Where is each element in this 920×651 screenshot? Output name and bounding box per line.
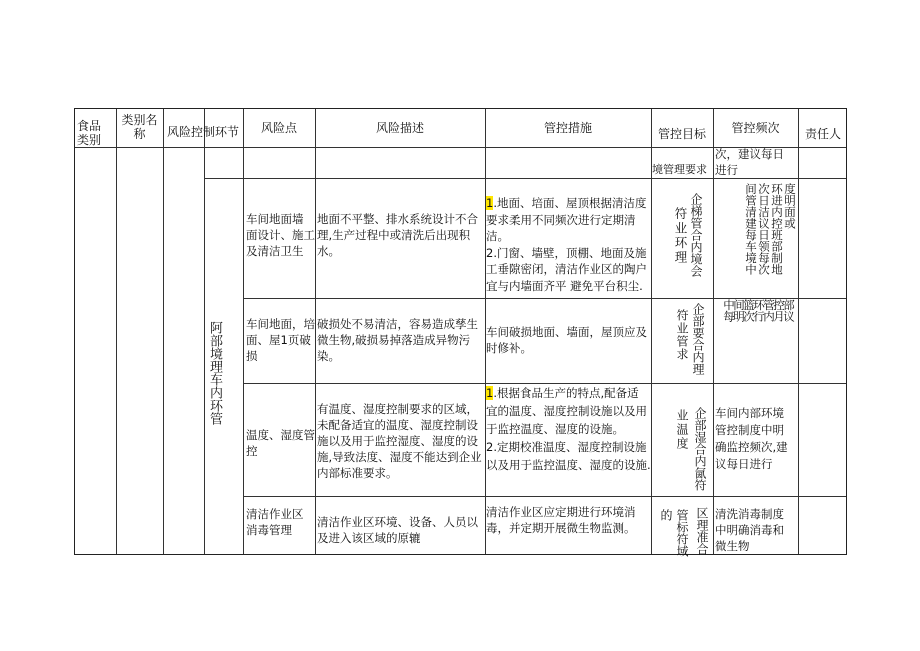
row2-highlight-mark: 1 [486, 196, 494, 210]
row5-goal-col-c: 区理准合 [695, 507, 709, 555]
row2-freq-col-3: 环进内控班部制地 [770, 183, 784, 275]
col-line-3 [204, 109, 205, 554]
row3-freq-col-7: 部议 [782, 299, 796, 322]
row3-freq-col-3: 篮次 [742, 299, 756, 322]
row2-goal-col-b: 企梯管合内境会 [689, 193, 703, 277]
row5-risk-description: 清洁作业区环境、设备、人员以 及进入该区域的原辘 [317, 515, 478, 545]
header-risk-description: 风险描述 [375, 121, 424, 135]
header-risk-step: 风险控制环节 [166, 125, 239, 139]
row2-freq-col-4: 度明面或 [783, 183, 797, 229]
row2-goal-col-a: 符业环理 [673, 207, 688, 265]
header-control-goal: 管控目标 [657, 127, 706, 141]
row2-risk-description: 地面不平整、排水系统设计不合 理,生产过程中或清洗后出现积 水。 [317, 212, 478, 258]
row3-freq-col-5: 管内 [762, 299, 776, 322]
header-risk-point: 风险点 [260, 121, 297, 135]
row1-control-goal: 境管理要求 [652, 163, 707, 176]
row2-freq-col-1: 间管清建每车境中 [744, 183, 758, 275]
row4-goal-col-b: 企部湿合内氤符 [693, 407, 707, 491]
row5-goal-col-a: 的 [659, 509, 673, 521]
row4-control-frequency: 车间内部环境 管控制度中明 确监控频次,建 议每日进行 [715, 406, 788, 471]
col-line-2 [163, 109, 164, 554]
row3-goal-col-b: 企部要合内理 [691, 303, 705, 375]
row4-bottom-line [243, 496, 846, 497]
row4-risk-description: 有温度、湿度控制要求的区域， 未配备适宜的温度、湿度控制设 施以及用于监控湿度、湿度的设 施,导致法度、湿度不能达到企业 内部标准要求。 [317, 402, 482, 480]
row3-risk-point: 车间地面，培 面、屋1页破 损 [246, 317, 315, 363]
row2-risk-point: 车间地面墙 面设计、施工 及清洁卫生 [246, 212, 315, 258]
row2-freq-col-2: 次日洁议日领每次 [757, 183, 771, 275]
header-control-measures: 管控措施 [543, 121, 592, 135]
col-line-1 [116, 109, 117, 554]
row5-control-frequency: 清洗消毒制度 中明确消毒和 微生物 [715, 507, 784, 553]
row4-measure-text: .根据食品生产的特点,配备适 宜的温度、湿度控制设施以及用 于监控温度、湿度的设施。 2.定期校准温度、湿度控制设施 以及用于监控温度、湿度的设施. [486, 386, 651, 472]
header-responsible: 责任人 [804, 127, 841, 141]
col-line-9 [798, 109, 799, 554]
row3-freq-col-6: 控月 [772, 299, 786, 322]
row3-goal-col-a: 符业管求 [675, 309, 689, 361]
header-food-category: 食品 类别 [77, 119, 102, 147]
row3-freq-col-1: 中每 [722, 299, 736, 322]
row4-risk-point: 温度、湿度管 控 [246, 428, 315, 458]
row3-freq-col-4: 环行 [752, 299, 766, 322]
header-category-name: 类别名 称 [121, 113, 158, 141]
col-line-4 [243, 109, 244, 554]
row4-control-measures [486, 384, 652, 474]
header-control-frequency: 管控频次 [731, 121, 780, 135]
row1-bottom-line [204, 178, 846, 179]
row5-goal-col-b: 管标符域 [675, 509, 689, 557]
row5-risk-point: 清洁作业区 消毒管理 [246, 507, 304, 537]
row3-risk-description: 破损处不易清洁，容易造成孳生 微生物,破损易掉落造成异物污 染。 [317, 317, 478, 363]
section-label-vertical: 阿部境理车内环管 [207, 321, 222, 425]
row5-control-measures: 清洁作业区应定期进行环境消 毒，并定期开展微生物监测。 [486, 505, 636, 535]
row3-freq-col-2: 间明 [732, 299, 746, 322]
row4-highlight-mark: 1 [486, 386, 494, 400]
row2-measure-text: .地面、培面、屋顶根据清洁度 要求柔用不同频次进行定期清 洁。 2.门窗、墙壁，顶棚、地面及施 工垂隙密闭，清洁作业区的陶户 宜与内墙面齐平 避免平台积尘. [486, 196, 647, 293]
row3-control-measures: 车间破损地面、墙面，屋顶应及 时修补。 [486, 325, 647, 355]
row4-goal-col-a: 业温度 [675, 409, 689, 451]
row1-control-frequency: 次，建议每日 进行 [715, 147, 784, 177]
risk-control-table [74, 108, 847, 555]
row2-control-measures [486, 195, 652, 294]
